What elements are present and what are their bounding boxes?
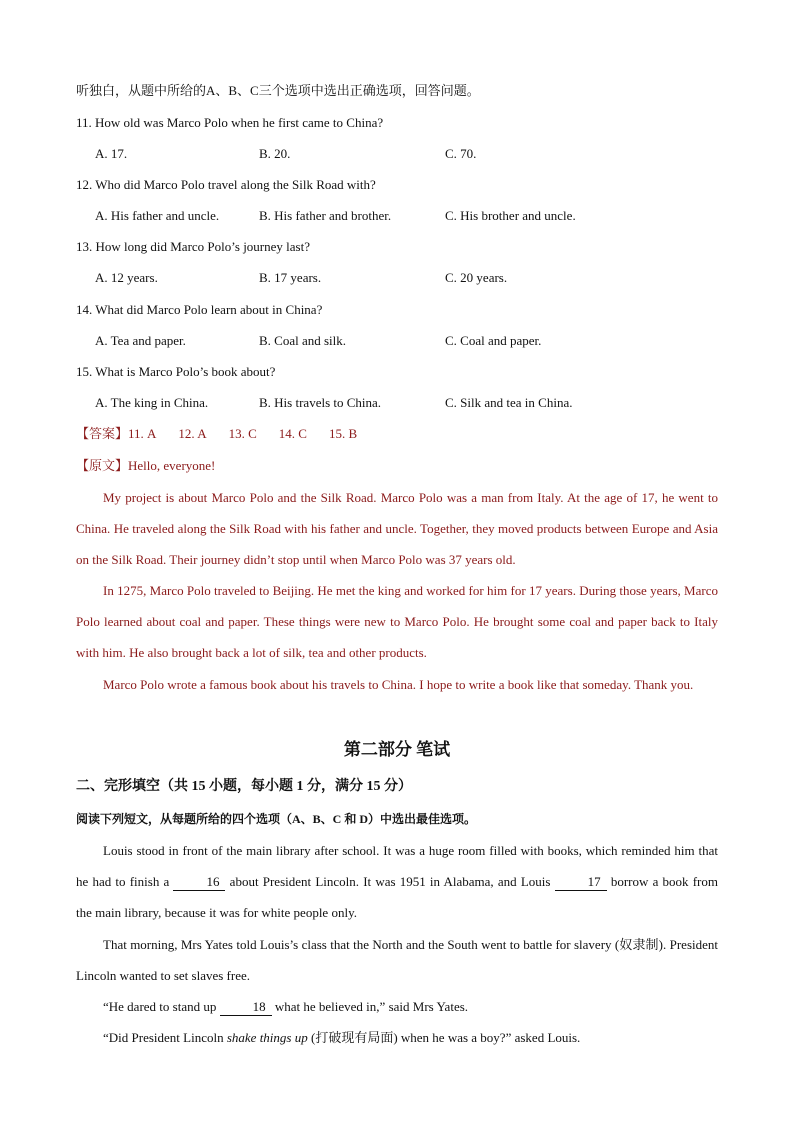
answer-14: 14. C bbox=[278, 426, 307, 441]
q13-option-a: A. 12 years. bbox=[95, 270, 158, 285]
question-14: 14. What did Marco Polo learn about in China? bbox=[76, 302, 323, 317]
transcript-paragraph-2: In 1275, Marco Polo traveled to Beijing. He met the king and worked for him for 17 years. During those years, Marco Polo learned about coal and paper. These things were new to Marco Polo. He brought some coal and paper back to Italy with him. He also brought back a lot of silk, tea and other products. bbox=[76, 583, 718, 660]
cloze-paragraph-4 bbox=[76, 1022, 718, 1053]
cloze-text: what he believed in,” said Mrs Yates. bbox=[271, 999, 469, 1014]
q13-option-c: C. 20 years. bbox=[445, 270, 508, 285]
q15-option-a: A. The king in China. bbox=[95, 395, 209, 410]
question-13: 13. How long did Marco Polo’s journey last? bbox=[76, 239, 310, 254]
listening-instruction: 听独白，从题中所给的A、B、C三个选项中选出正确选项，回答问题。 bbox=[76, 83, 480, 98]
answer-13: 13. C bbox=[228, 426, 257, 441]
cloze-paragraph-2: That morning, Mrs Yates told Louis’s class that the North and the South went to battle for slavery (奴隶制). President Lincoln wanted to set slaves free. bbox=[76, 937, 718, 983]
cloze-italic-phrase: shake things up bbox=[226, 1030, 308, 1045]
cloze-text: about President Lincoln. It was 1951 in Alabama, and Louis bbox=[225, 874, 555, 889]
cloze-paragraph-3 bbox=[76, 991, 718, 1022]
blank-16: 16 bbox=[173, 874, 225, 891]
cloze-paragraph-1 bbox=[76, 835, 718, 928]
cloze-text: Louis stood in front of the main library after school. It was a huge room filled with books, which reminded him that he had to finish a bbox=[76, 843, 718, 889]
q12-option-c: C. His brother and uncle. bbox=[445, 208, 576, 223]
q14-option-a: A. Tea and paper. bbox=[95, 333, 186, 348]
question-12: 12. Who did Marco Polo travel along the Silk Road with? bbox=[76, 177, 376, 192]
cloze-instruction: 阅读下列短文，从每题所给的四个选项（A、B、C 和 D）中选出最佳选项。 bbox=[76, 812, 477, 826]
transcript-label: 【原文】 bbox=[76, 458, 129, 473]
cloze-text: “Did President Lincoln bbox=[103, 1030, 227, 1045]
transcript-paragraph-1: My project is about Marco Polo and the Silk Road. Marco Polo was a man from Italy. At the age of 17, he went to China. He traveled along the Silk Road with his father and uncle. Together, they moved products between Europe and Asia on the Silk Road. Their journey didn’t stop until when Marco Polo was 37 years old. bbox=[76, 490, 718, 567]
answer-12: 12. A bbox=[178, 426, 207, 441]
cloze-text: “He dared to stand up bbox=[103, 999, 220, 1014]
question-11: 11. How old was Marco Polo when he first came to China? bbox=[76, 115, 384, 130]
cloze-text: (打破现有局面) when he was a boy?” asked Louis. bbox=[307, 1030, 581, 1045]
part-two-title: 第二部分 笔试 bbox=[343, 740, 451, 759]
blank-17: 17 bbox=[555, 874, 607, 891]
q12-option-a: A. His father and uncle. bbox=[95, 208, 220, 223]
transcript-header bbox=[76, 457, 215, 475]
transcript-greeting: Hello, everyone! bbox=[128, 458, 216, 473]
q11-option-c: C. 70. bbox=[445, 146, 477, 161]
cloze-text: borrow a book from the main library, because it was for white people only. bbox=[76, 874, 718, 920]
q14-option-b: B. Coal and silk. bbox=[259, 333, 347, 348]
answer-15: 15. B bbox=[328, 426, 358, 441]
q13-option-b: B. 17 years. bbox=[259, 270, 322, 285]
answer-11: 11. A bbox=[128, 426, 157, 441]
q11-option-b: B. 20. bbox=[259, 146, 291, 161]
q14-option-c: C. Coal and paper. bbox=[445, 333, 542, 348]
blank-18: 18 bbox=[220, 999, 272, 1016]
cloze-section-heading: 二、完形填空（共 15 小题，每小题 1 分，满分 15 分） bbox=[76, 779, 412, 794]
q15-option-c: C. Silk and tea in China. bbox=[445, 395, 573, 410]
q12-option-b: B. His father and brother. bbox=[259, 208, 392, 223]
transcript-paragraph-3: Marco Polo wrote a famous book about his travels to China. I hope to write a book like that someday. Thank you. bbox=[103, 677, 694, 692]
q11-option-a: A. 17. bbox=[95, 146, 128, 161]
answer-key bbox=[76, 425, 357, 443]
question-15: 15. What is Marco Polo’s book about? bbox=[76, 364, 276, 379]
q15-option-b: B. His travels to China. bbox=[259, 395, 382, 410]
answer-label: 【答案】 bbox=[76, 426, 129, 441]
